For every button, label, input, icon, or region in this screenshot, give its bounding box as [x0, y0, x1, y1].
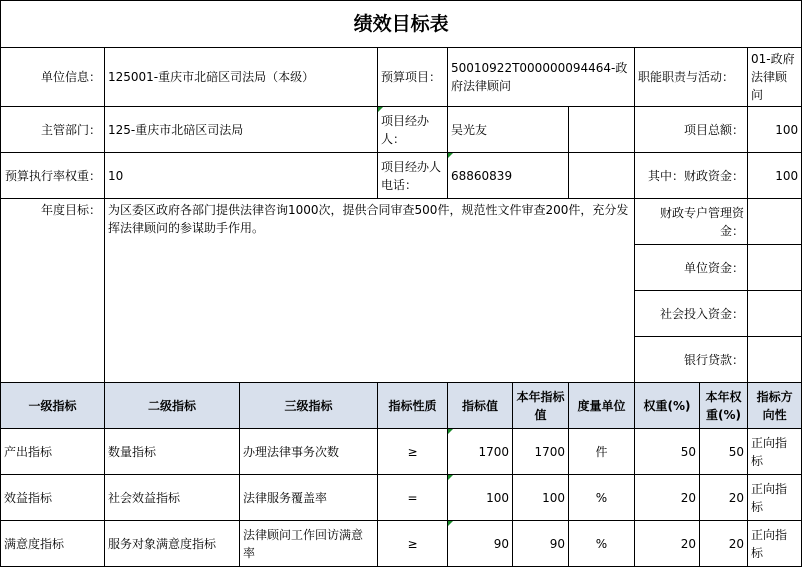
goal-label: 年度目标： [1, 199, 105, 383]
level3-cell: 法律顾问工作回访满意率 [240, 521, 378, 567]
social-fund-value [748, 291, 802, 337]
level1-cell: 满意度指标 [1, 521, 105, 567]
page-title: 绩效目标表 [1, 1, 802, 48]
level1-cell: 产出指标 [1, 429, 105, 475]
nature-cell: ≥ [378, 521, 448, 567]
level2-cell: 数量指标 [105, 429, 240, 475]
unit-fund-label: 单位资金： [635, 245, 748, 291]
phone-value: 68860839 [448, 153, 569, 199]
empty-cell [569, 107, 635, 153]
header-value: 指标值 [448, 383, 513, 429]
weight-label: 预算执行率权重： [1, 153, 105, 199]
budget-item-label: 预算项目： [378, 48, 448, 107]
duty-label: 职能职责与活动： [635, 48, 748, 107]
year-weight-cell: 20 [700, 475, 748, 521]
handler-label: 项目经办人： [378, 107, 448, 153]
direction-cell: 正向指标 [748, 521, 802, 567]
weight-cell: 20 [635, 475, 700, 521]
year-value-cell: 100 [513, 475, 569, 521]
header-unit: 度量单位 [569, 383, 635, 429]
year-value-cell: 1700 [513, 429, 569, 475]
unit-label: 单位信息： [1, 48, 105, 107]
unit-cell: 件 [569, 429, 635, 475]
dept-label: 主管部门： [1, 107, 105, 153]
handler-value: 吴光友 [448, 107, 569, 153]
year-value-cell: 90 [513, 521, 569, 567]
bank-loan-value [748, 337, 802, 383]
table-row [1, 429, 802, 475]
header-nature: 指标性质 [378, 383, 448, 429]
indicator-header-row [1, 383, 802, 429]
level1-cell: 效益指标 [1, 475, 105, 521]
goal-value: 为区委区政府各部门提供法律咨询1000次，提供合同审查500件，规范性文件审查200件，充分发挥法律顾问的参谋助手作用。 [105, 199, 635, 383]
value-cell: 90 [448, 521, 513, 567]
level2-cell: 社会效益指标 [105, 475, 240, 521]
social-fund-label: 社会投入资金： [635, 291, 748, 337]
header-year-value: 本年指标值 [513, 383, 569, 429]
weight-value: 10 [105, 153, 378, 199]
nature-cell: ≥ [378, 429, 448, 475]
fiscal-value: 100 [748, 153, 802, 199]
unit-value: 125001-重庆市北碚区司法局（本级） [105, 48, 378, 107]
header-level3: 三级指标 [240, 383, 378, 429]
duty-value: 01-政府法律顾问 [748, 48, 802, 107]
level2-cell: 服务对象满意度指标 [105, 521, 240, 567]
weight-cell: 20 [635, 521, 700, 567]
unit-cell: % [569, 475, 635, 521]
level3-cell: 办理法律事务次数 [240, 429, 378, 475]
total-label: 项目总额： [635, 107, 748, 153]
total-value: 100 [748, 107, 802, 153]
value-cell: 100 [448, 475, 513, 521]
nature-cell: = [378, 475, 448, 521]
value-cell: 1700 [448, 429, 513, 475]
header-year-weight: 本年权重(%) [700, 383, 748, 429]
empty-cell [569, 153, 635, 199]
direction-cell: 正向指标 [748, 429, 802, 475]
special-fund-label: 财政专户管理资金： [635, 199, 748, 245]
unit-fund-value [748, 245, 802, 291]
header-level1: 一级指标 [1, 383, 105, 429]
header-direction: 指标方向性 [748, 383, 802, 429]
weight-cell: 50 [635, 429, 700, 475]
fiscal-label: 其中：财政资金： [635, 153, 748, 199]
year-weight-cell: 50 [700, 429, 748, 475]
table-row [1, 475, 802, 521]
dept-value: 125-重庆市北碚区司法局 [105, 107, 378, 153]
unit-cell: % [569, 521, 635, 567]
special-fund-value [748, 199, 802, 245]
budget-item-value: 50010922T000000094464-政府法律顾问 [448, 48, 635, 107]
phone-label: 项目经办人电话： [378, 153, 448, 199]
header-weight: 权重(%) [635, 383, 700, 429]
table-row [1, 521, 802, 567]
year-weight-cell: 20 [700, 521, 748, 567]
bank-loan-label: 银行贷款： [635, 337, 748, 383]
level3-cell: 法律服务覆盖率 [240, 475, 378, 521]
header-level2: 二级指标 [105, 383, 240, 429]
direction-cell: 正向指标 [748, 475, 802, 521]
